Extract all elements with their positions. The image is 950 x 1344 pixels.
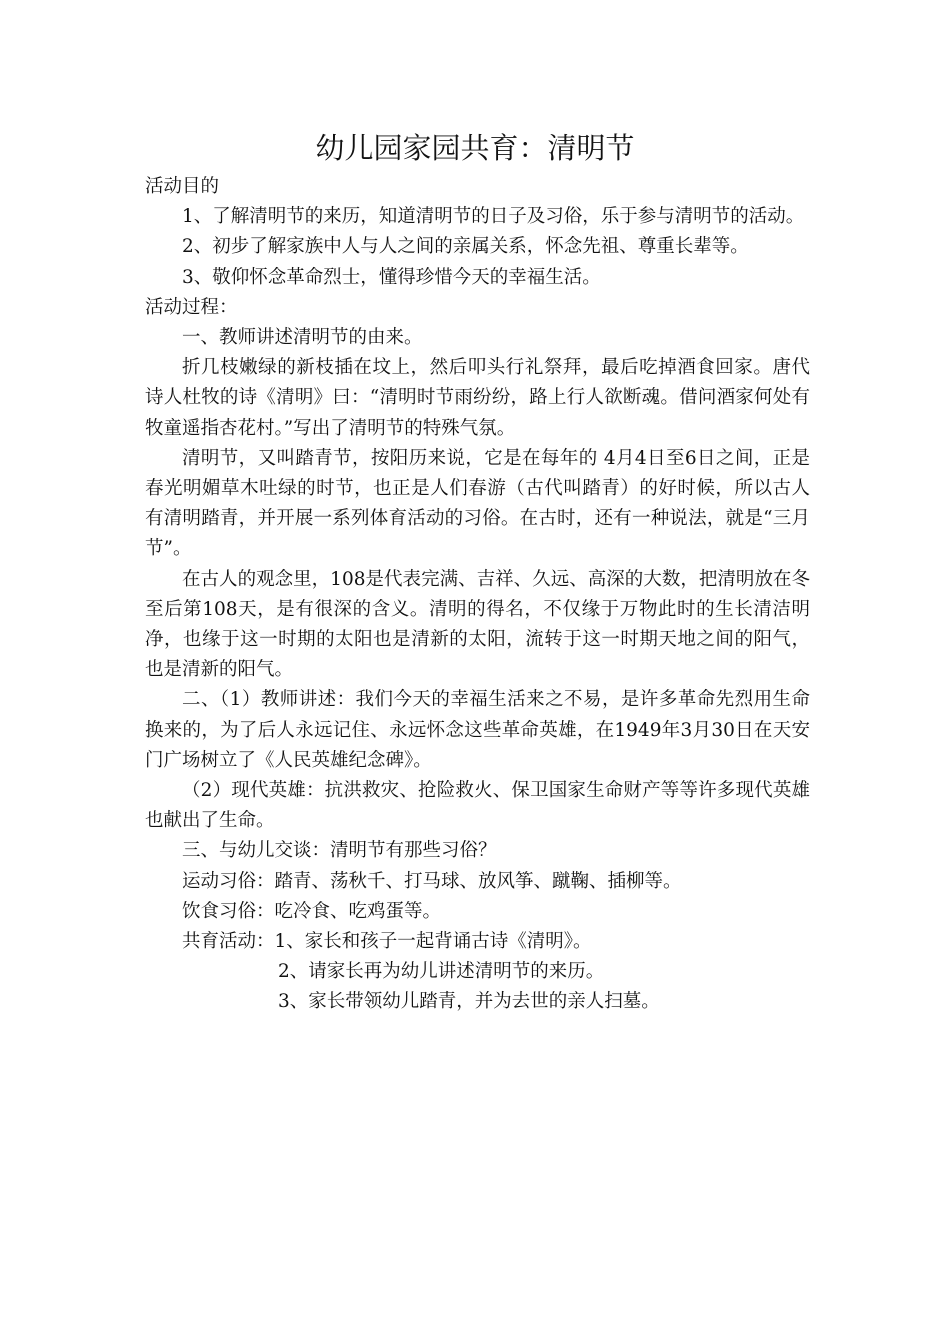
process-heading: 活动过程： xyxy=(145,296,238,318)
document-body xyxy=(145,172,810,1018)
section1-heading: 一、教师讲述清明节的由来。 xyxy=(182,327,423,349)
coeducation-item-3: 3、家长带领幼儿踏青，并为去世的亲人扫墓。 xyxy=(278,991,660,1013)
purpose-item-2: 2、初步了解家族中人与人之间的亲属关系，怀念先祖、尊重长辈等。 xyxy=(182,236,749,258)
coeducation-item-1 xyxy=(145,927,810,957)
coeducation-item-2: 2、请家长再为幼儿讲述清明节的来历。 xyxy=(278,961,605,983)
section2-paragraph-1: 二、（1）教师讲述：我们今天的幸福生活来之不易，是许多革命先烈用生命换来的，为了后人永远记住、永远怀念这些革命英雄，在1949年3月30日在天安门广场树立了《人民英雄纪念碑》。 xyxy=(145,689,810,771)
purpose-item-1: 1、了解清明节的来历，知道清明节的日子及习俗，乐于参与清明节的活动。 xyxy=(182,206,805,228)
food-customs: 饮食习俗：吃冷食、吃鸡蛋等。 xyxy=(182,900,442,922)
section1-paragraph-2: 清明节，又叫踏青节，按阳历来说，它是在每年的 4月4日至6日之间，正是春光明媚草木吐绿的时节，也正是人们春游（古代叫踏青）的好时候，所以古人有清明踏青，并开展一系列体育活动的习俗。在古时，还有一种说法，就是“三月节”。 xyxy=(145,447,810,560)
page-title: 幼儿园家园共育：清明节 xyxy=(315,131,635,165)
sports-customs: 运动习俗：踏青、荡秋千、打马球、放风筝、蹴鞠、插柳等。 xyxy=(182,870,682,892)
section1-paragraph-3: 在古人的观念里，108是代表完满、吉祥、久远、高深的大数，把清明放在冬至后第108天，是有很深的含义。清明的得名，不仅缘于万物此时的生长清洁明净，也缘于这一时期的太阳也是清新的太阳，流转于这一时期天地之间的阳气，也是清新的阳气。 xyxy=(145,568,810,681)
section1-paragraph-1: 折几枝嫩绿的新枝插在坟上，然后叩头行礼祭拜，最后吃掉酒食回家。唐代诗人杜牧的诗《清明》曰：“清明时节雨纷纷，路上行人欲断魂。借问酒家何处有牧童遥指杏花村。”写出了清明节的特殊气氛。 xyxy=(145,357,810,439)
purpose-heading: 活动目的 xyxy=(145,176,220,197)
section2-paragraph-2: （2）现代英雄：抗洪救灾、抢险救火、保卫国家生命财产等等许多现代英雄也献出了生命。 xyxy=(145,780,810,832)
purpose-item-3: 3、敬仰怀念革命烈士，懂得珍惜今天的幸福生活。 xyxy=(182,266,601,288)
coeducation-item-1-text: 1、家长和孩子一起背诵古诗《清明》。 xyxy=(274,931,592,953)
coeducation-label: 共育活动： xyxy=(182,931,275,953)
section3-heading: 三、与幼儿交谈：清明节有那些习俗？ xyxy=(182,840,497,862)
